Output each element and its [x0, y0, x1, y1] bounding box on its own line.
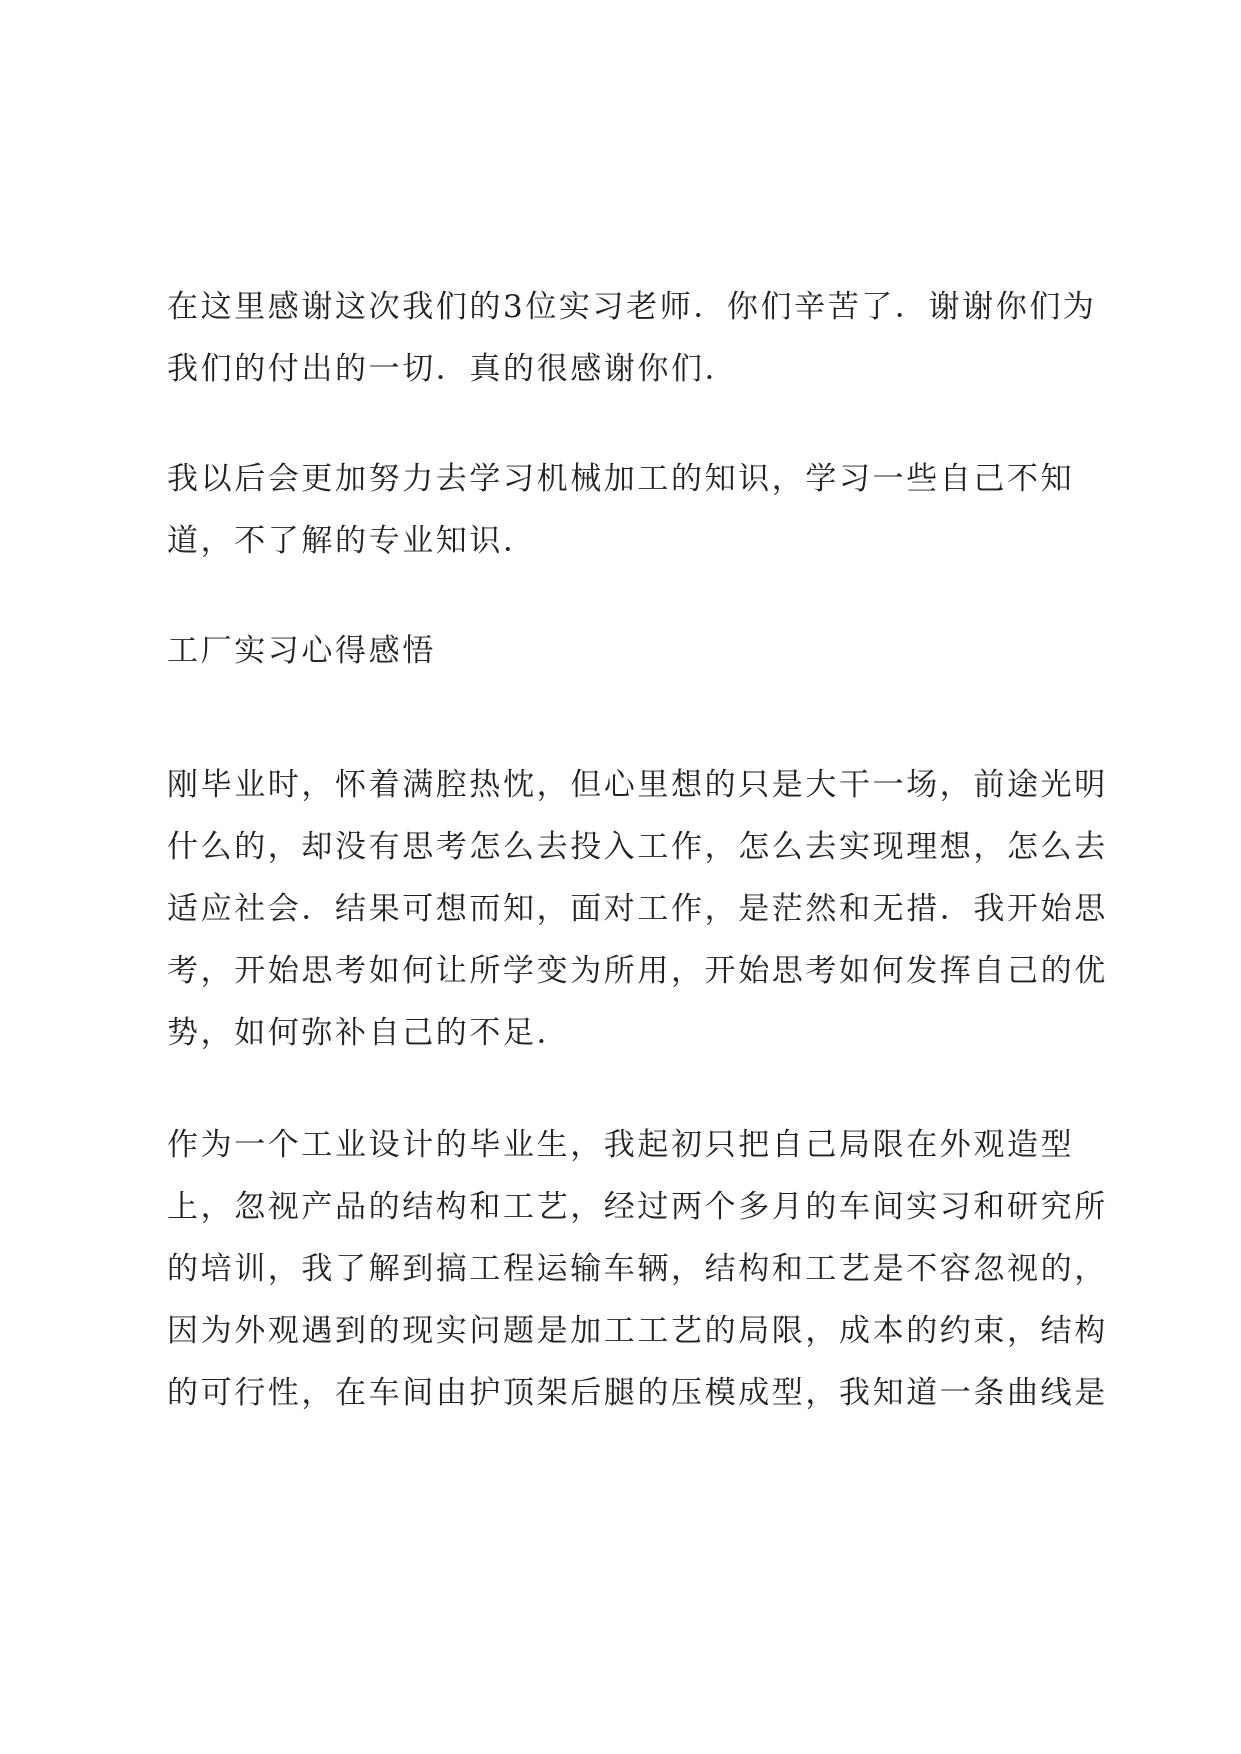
text-line: 上，忽视产品的结构和工艺，经过两个多月的车间实习和研究所 [167, 1189, 1108, 1225]
text-line: 什么的，却没有思考怎么去投入工作，怎么去实现理想，怎么去 [167, 829, 1108, 865]
text-line: 势，如何弥补自己的不足． [167, 1015, 571, 1051]
text-line: 的培训，我了解到搞工程运输车辆，结构和工艺是不容忽视的， [167, 1251, 1108, 1287]
text-line: 因为外观遇到的现实问题是加工工艺的局限，成本的约束，结构 [167, 1313, 1108, 1349]
text-line: 的可行性，在车间由护顶架后腿的压模成型，我知道一条曲线是 [167, 1375, 1108, 1411]
text-line: 刚毕业时，怀着满腔热忱，但心里想的只是大干一场，前途光明 [167, 767, 1108, 803]
text-line: 我以后会更加努力去学习机械加工的知识，学习一些自己不知 [167, 461, 1075, 497]
text-line: 考，开始思考如何让所学变为所用，开始思考如何发挥自己的优 [167, 953, 1108, 989]
text-line: 适应社会．结果可想而知，面对工作，是茫然和无措．我开始思 [167, 891, 1108, 927]
text-line: 我们的付出的一切．真的很感谢你们． [167, 351, 739, 387]
text-line: 作为一个工业设计的毕业生，我起初只把自己局限在外观造型 [167, 1127, 1075, 1163]
text-line: 在这里感谢这次我们的3位实习老师．你们辛苦了．谢谢你们为 [167, 289, 1097, 325]
text-line: 道，不了解的专业知识． [167, 523, 537, 559]
heading-text: 工厂实习心得感悟 [167, 633, 436, 669]
